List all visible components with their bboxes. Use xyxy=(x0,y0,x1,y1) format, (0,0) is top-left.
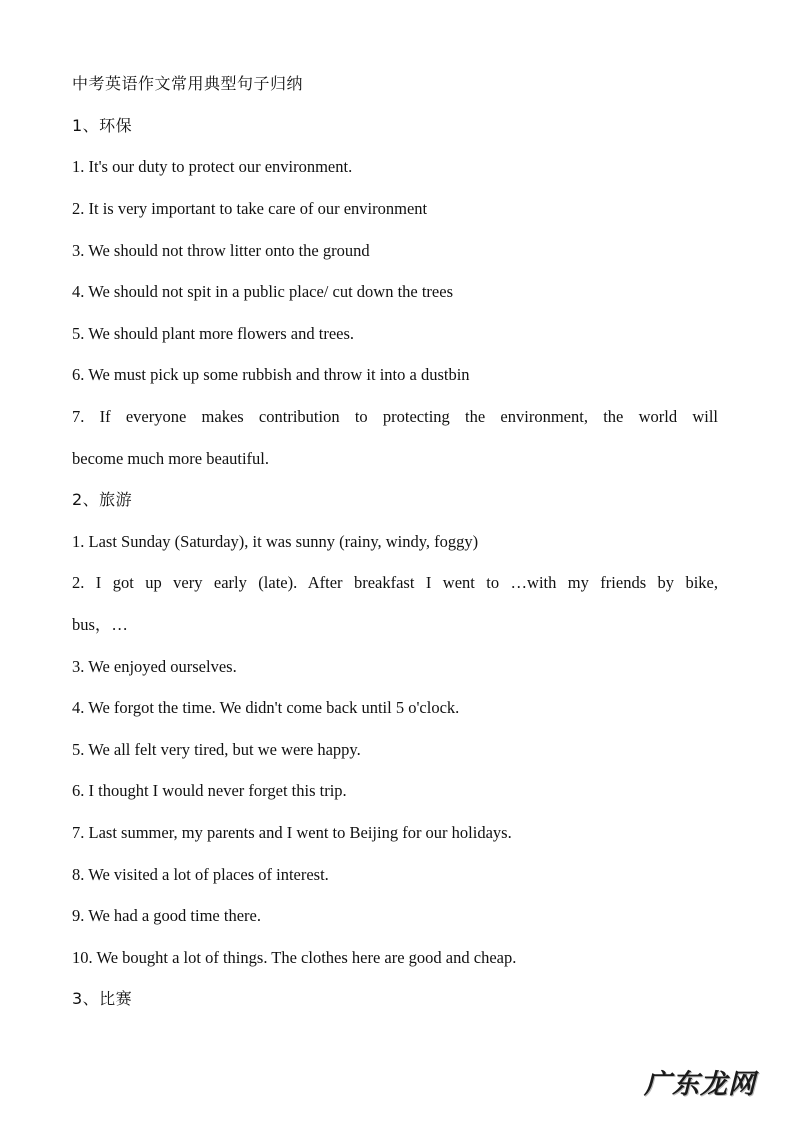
sentence-line: 6. We must pick up some rubbish and throw it into a dustbin xyxy=(72,365,470,384)
sentence-line-continuation: bus，… xyxy=(72,615,128,634)
sentence-line: 2. I got up very early (late). After breakfast I went to …with my friends by bike, xyxy=(72,573,718,592)
sentence-line: 3. We should not throw litter onto the ground xyxy=(72,241,370,260)
section-heading-travel: 2、旅游 xyxy=(72,490,133,509)
section-heading-environment: 1、环保 xyxy=(72,116,133,135)
sentence-line: 8. We visited a lot of places of interest. xyxy=(72,865,329,884)
sentence-line: 10. We bought a lot of things. The clothes here are good and cheap. xyxy=(72,948,517,967)
sentence-line-continuation: become much more beautiful. xyxy=(72,449,270,468)
sentence-line: 1. It's our duty to protect our environment. xyxy=(72,157,353,176)
document-title: 中考英语作文常用典型句子归纳 xyxy=(72,74,304,93)
sentence-line: 5. We should plant more flowers and trees. xyxy=(72,324,355,343)
sentence-line: 1. Last Sunday (Saturday), it was sunny (rainy, windy, foggy) xyxy=(72,532,479,551)
sentence-line: 4. We forgot the time. We didn't come back until 5 o'clock. xyxy=(72,698,460,717)
sentence-line: 2. It is very important to take care of our environment xyxy=(72,199,428,218)
sentence-line: 5. We all felt very tired, but we were happy. xyxy=(72,740,361,759)
section-heading-competition: 3、比赛 xyxy=(72,989,133,1008)
site-watermark: 广东龙网 xyxy=(644,1069,756,1100)
sentence-line: 7. Last summer, my parents and I went to Beijing for our holidays. xyxy=(72,823,512,842)
sentence-line: 6. I thought I would never forget this trip. xyxy=(72,781,347,800)
sentence-line: 3. We enjoyed ourselves. xyxy=(72,657,237,676)
sentence-line: 9. We had a good time there. xyxy=(72,906,261,925)
sentence-line: 4. We should not spit in a public place/ cut down the trees xyxy=(72,282,453,301)
sentence-line: 7. If everyone makes contribution to protecting the environment, the world will xyxy=(72,407,718,426)
